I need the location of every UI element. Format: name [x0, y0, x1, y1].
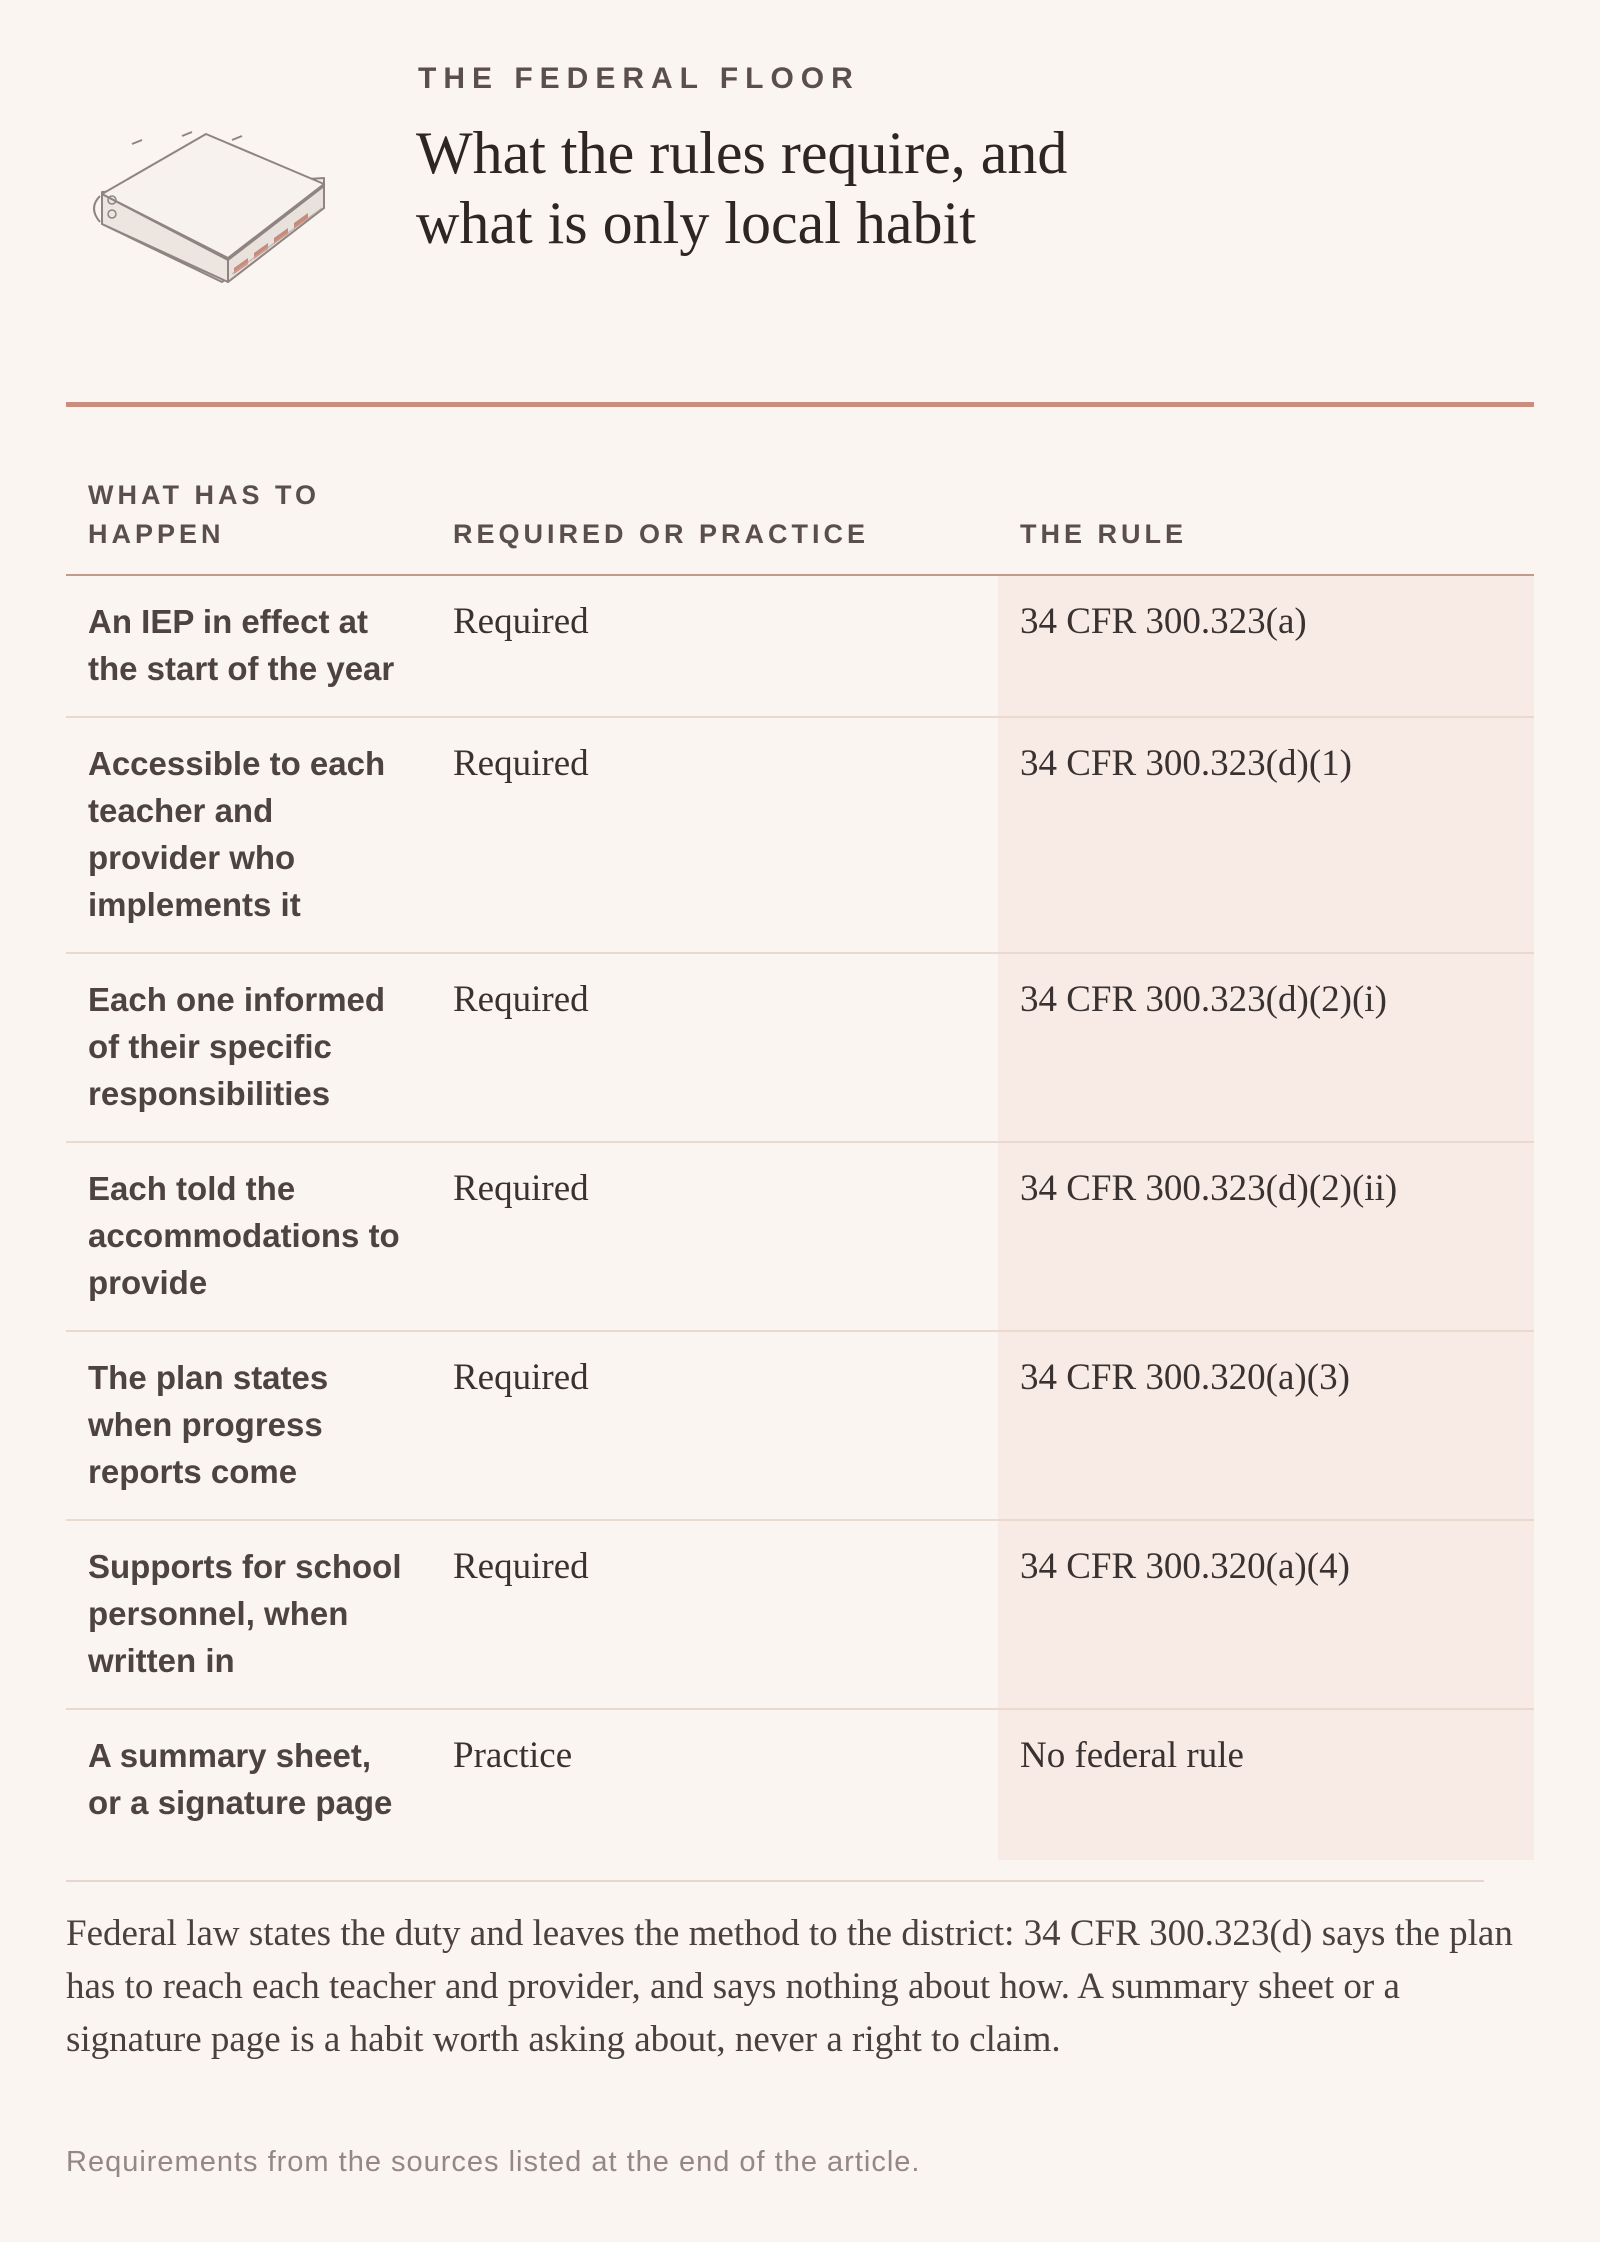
cell-status: Required [431, 717, 998, 953]
cell-status: Required [431, 953, 998, 1142]
cell-what: A summary sheet, or a signature page [88, 1737, 393, 1821]
cell-what: The plan states when progress reports come [66, 1331, 431, 1520]
cell-what: Supports for school personnel, when written in [66, 1520, 431, 1709]
table-row [66, 1331, 1534, 1520]
table-row [66, 1709, 1534, 1860]
cell-rule: No federal rule [998, 1709, 1534, 1860]
page-title [416, 118, 1416, 258]
cell-rule: 34 CFR 300.323(d)(2)(i) [998, 953, 1534, 1142]
table-header-row [66, 458, 1534, 575]
cell-status: Required [431, 1520, 998, 1709]
table-row [66, 575, 1534, 717]
cell-what: Each told the accommodations to provide [66, 1142, 431, 1331]
title-line: What the rules require, and [416, 120, 1068, 186]
cell-what: Accessible to each teacher and provider who implements it [66, 717, 431, 953]
cell-what: An IEP in effect at the start of the year [66, 575, 431, 717]
binder-icon [82, 122, 342, 292]
table-row [66, 953, 1534, 1142]
explanatory-note: Federal law states the duty and leaves the method to the district: 34 CFR 300.323(d) says the plan has to reach each teacher and provider, and says nothing about how. A summary sheet or a signature page is a habit worth asking about, never a right to claim. [66, 1913, 1513, 2060]
cell-rule: 34 CFR 300.323(a) [998, 575, 1534, 717]
column-header-what: WHAT HAS TO HAPPEN [66, 458, 431, 575]
cell-status: Required [431, 575, 998, 717]
cell-rule: 34 CFR 300.323(d)(2)(ii) [998, 1142, 1534, 1331]
cell-status: Required [431, 1331, 998, 1520]
accent-divider [66, 402, 1534, 407]
cell-status: Required [431, 1142, 998, 1331]
table-row [66, 1142, 1534, 1331]
cell-rule: 34 CFR 300.320(a)(4) [998, 1520, 1534, 1709]
source-line: Requirements from the sources listed at the end of the article. [66, 2146, 921, 2178]
cell-status: Practice [453, 1735, 573, 1776]
column-header-rule: THE RULE [998, 458, 1534, 575]
title-line: what is only local habit [416, 190, 976, 256]
note-divider [66, 1880, 1484, 1882]
section-kicker: THE FEDERAL FLOOR [418, 62, 860, 95]
cell-rule: 34 CFR 300.320(a)(3) [998, 1331, 1534, 1520]
column-header-status: REQUIRED OR PRACTICE [431, 458, 998, 575]
table-row [66, 1520, 1534, 1709]
table-row [66, 717, 1534, 953]
requirements-table [66, 458, 1534, 1860]
cell-what: Each one informed of their specific responsibilities [66, 953, 431, 1142]
cell-rule: 34 CFR 300.323(d)(1) [998, 717, 1534, 953]
